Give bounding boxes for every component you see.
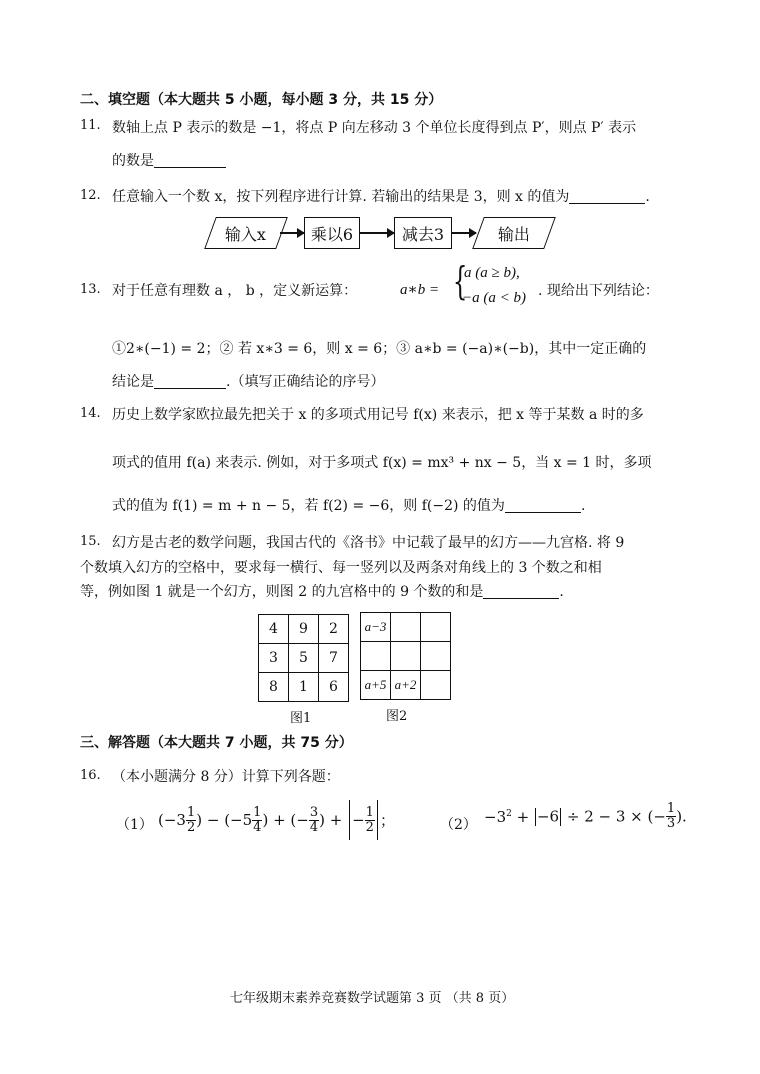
flow-input-label: 输入x	[225, 224, 267, 244]
flow-arrow-3	[452, 232, 476, 234]
fig2-row	[361, 613, 451, 642]
q13-case2: −a (a < b)	[462, 290, 526, 306]
flow-arrow-2	[360, 232, 394, 234]
q11-line2	[112, 150, 226, 170]
flow-multiply-box	[304, 217, 360, 249]
fig1-cell: 4	[259, 615, 289, 644]
q12-number: 12.	[80, 188, 101, 203]
q16-text: （本小题满分 8 分）计算下列各题：	[112, 769, 340, 785]
fig2-label: 图2	[386, 709, 408, 724]
fig1-row	[259, 673, 349, 702]
fig1-cell: 3	[259, 644, 289, 673]
q12-answer-blank[interactable]	[569, 189, 645, 204]
program-flowchart	[200, 217, 560, 251]
q14-line1: 历史上数学家欧拉最先把关于 x 的多项式用记号 f(x) 来表示，把 x 等于某数 a 时的多	[112, 407, 644, 423]
fig1-row	[259, 644, 349, 673]
q15-answer-blank[interactable]	[483, 584, 559, 599]
fig1-label: 图1	[290, 711, 312, 726]
fig2-cell	[391, 613, 421, 642]
q11-line2-text: 的数是	[112, 153, 154, 169]
q14-line3	[112, 495, 585, 515]
q16-part1-label: （1）	[116, 817, 153, 833]
fig1-cell: 1	[289, 673, 319, 702]
q13-case1: a (a ≥ b),	[464, 265, 520, 281]
q13-line2: ①2∗(−1) = 2；② 若 x∗3 = 6，则 x = 6；③ a∗b = (−a)∗(−b)，其中一定正确的	[112, 341, 647, 357]
q14-end: .	[580, 498, 586, 514]
fig2-cell	[421, 642, 451, 671]
q13-after: . 现给出下列结论：	[538, 283, 659, 299]
fig2-cell	[421, 671, 451, 700]
fig1-cell: 2	[319, 615, 349, 644]
fig2-cell	[391, 642, 421, 671]
q16-part2-label: （2）	[440, 817, 477, 833]
q12-line	[112, 186, 650, 206]
q15-line3	[80, 581, 564, 601]
magic-square-figure-1	[258, 614, 349, 702]
q14-number: 14.	[80, 406, 101, 421]
flow-subtract-label: 减去3	[401, 224, 445, 244]
fig1-cell: 7	[319, 644, 349, 673]
flow-input-box	[204, 217, 288, 249]
fig2-row	[361, 671, 451, 700]
q14-answer-blank[interactable]	[505, 498, 581, 513]
fig1-row	[259, 615, 349, 644]
section-3-title: 三、解答题（本大题共 7 小题，共 75 分）	[80, 735, 353, 751]
q12-text: 任意输入一个数 x，按下列程序进行计算. 若输出的结果是 3，则 x 的值为	[112, 189, 570, 205]
q14-line3-text: 式的值为 f(1) = m + n − 5，若 f(2) = −6，则 f(−2) 的值为	[112, 498, 505, 514]
q13-line3-end: .（填写正确结论的序号）	[226, 374, 385, 390]
q12-end: .	[645, 189, 650, 205]
q16-part2-expression: $-3^2 + -6 \div 2 - 3$ × (− $\frac{1}{3}$ ).	[484, 801, 687, 831]
fig1-cell: 5	[289, 644, 319, 673]
q11-answer-blank[interactable]	[154, 153, 226, 168]
section-2-title: 二、填空题（本大题共 5 小题，每小题 3 分，共 15 分）	[80, 92, 443, 108]
fig2-cell	[421, 613, 451, 642]
q11-line1: 数轴上点 P 表示的数是 −1，将点 P 向左移动 3 个单位长度得到点 P′，则点 P′ 表示	[112, 120, 637, 136]
flow-multiply-label: 乘以6	[310, 224, 354, 244]
fig1-cell: 9	[289, 615, 319, 644]
q15-number: 15.	[80, 534, 101, 549]
q11-number: 11.	[80, 118, 101, 133]
q13-brace: {	[452, 259, 468, 303]
q13-number: 13.	[80, 282, 101, 297]
q14-line2: 项式的值用 f(a) 来表示. 例如，对于多项式 f(x) = mx³ + nx − 5，当 x = 1 时，多项	[112, 455, 652, 471]
q13-expression: a∗b =	[400, 282, 440, 298]
flow-arrow-1	[280, 232, 304, 234]
q13-answer-blank[interactable]	[154, 374, 226, 389]
q16-part1-expression: (−3 $\frac{1}{2}$ ) − (−5 $\frac{1}{4}$ ) + (− $\frac{3}{4}$ ) + − $\frac{1}{2}$ ；	[158, 800, 395, 840]
fig2-cell: a+2	[391, 671, 421, 700]
fig2-cell	[361, 642, 391, 671]
q15-line2: 个数填入幻方的空格中，要求每一横行、每一竖列以及两条对角线上的 3 个数之和相	[80, 560, 602, 576]
flow-subtract-box	[394, 217, 452, 249]
fig2-cell: a+5	[361, 671, 391, 700]
q15-line1: 幻方是古老的数学问题，我国古代的《洛书》中记载了最早的幻方——九宫格. 将 9	[112, 535, 625, 551]
q13-line3-text: 结论是	[112, 374, 154, 390]
fig2-row	[361, 642, 451, 671]
fig2-cell: a−3	[361, 613, 391, 642]
fig1-cell: 8	[259, 673, 289, 702]
q16-number: 16.	[80, 768, 101, 783]
fig1-cell: 6	[319, 673, 349, 702]
q15-end: .	[559, 584, 564, 600]
flow-output-label: 输出	[497, 224, 530, 244]
magic-square-figure-2	[360, 612, 451, 700]
q13-line3	[112, 371, 384, 391]
page-footer: 七年级期末素养竞赛数学试题第 3 页 （共 8 页）	[230, 991, 515, 1006]
q13-text: 对于任意有理数 a ， b ，定义新运算：	[112, 283, 358, 299]
q15-line3-text: 等，例如图 1 就是一个幻方，则图 2 的九宫格中的 9 个数的和是	[80, 584, 484, 600]
flow-output-box	[472, 217, 556, 249]
